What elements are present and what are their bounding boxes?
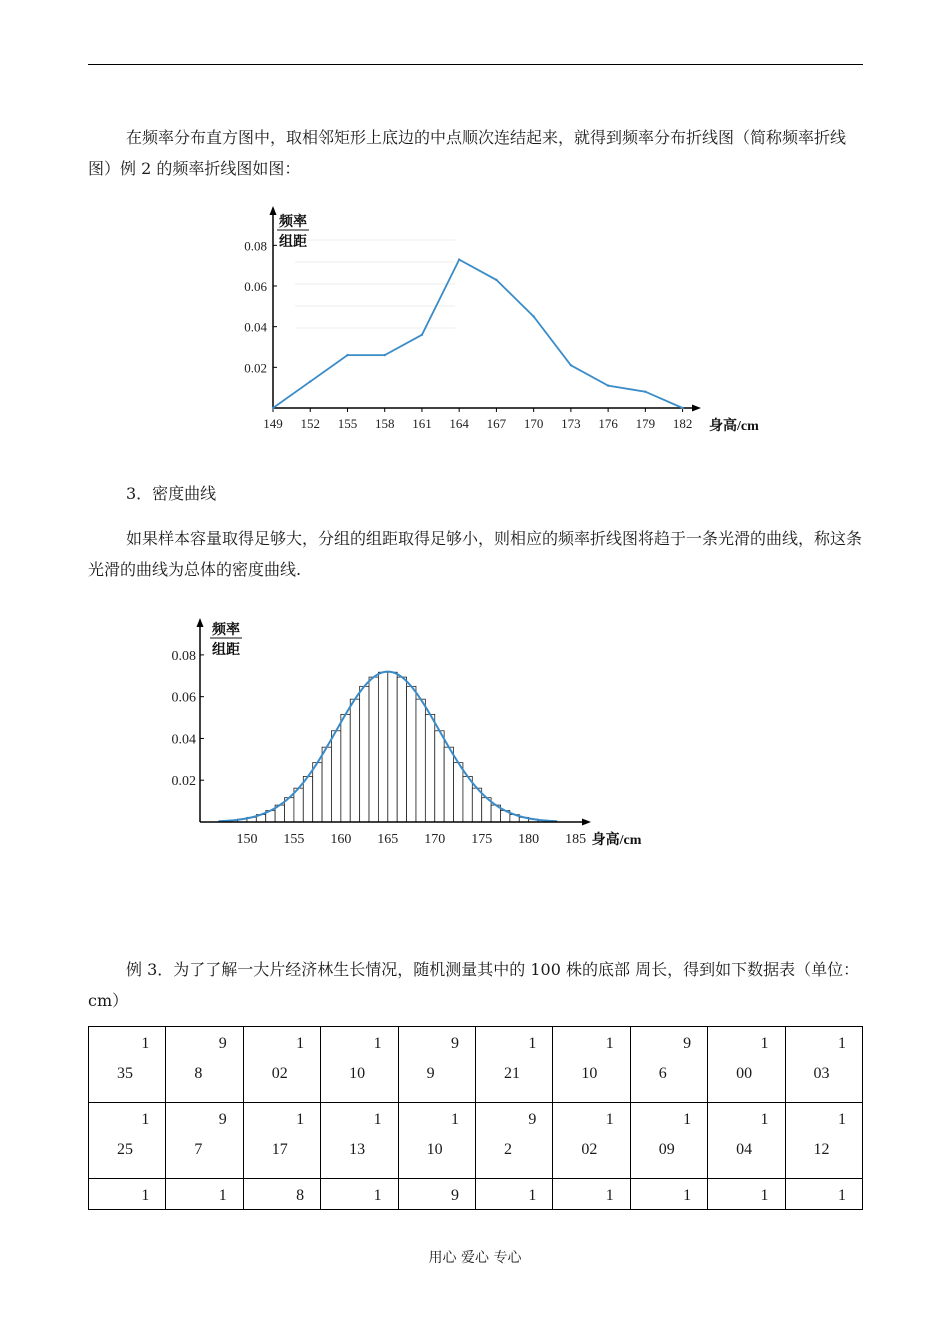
x-tick-label: 179: [635, 416, 656, 431]
y-axis-arrow: [270, 206, 277, 215]
paragraph-density-curve: [88, 523, 863, 585]
table-cell-digit: 1: [141, 1187, 150, 1204]
paragraph-example-3: [88, 954, 863, 1016]
table-cell-rest: 8: [194, 1065, 203, 1082]
table-cell: [243, 1103, 320, 1179]
x-tick-label: 182: [672, 416, 693, 431]
data-point: [346, 354, 348, 356]
table-cell-digit: 8: [296, 1187, 305, 1204]
table-cell: [553, 1103, 630, 1179]
table-cell: [166, 1179, 243, 1210]
table-cell-rest: 10: [426, 1141, 443, 1158]
section-heading-density-curve: 3．密度曲线: [126, 484, 217, 503]
table-cell-digit: 1: [373, 1035, 382, 1052]
table-cell: [475, 1027, 552, 1103]
x-tick-label: 180: [518, 832, 540, 847]
y-axis-label-denominator: 组距: [212, 643, 240, 658]
frequency-polygon-line: [273, 260, 683, 408]
table-cell-digit: 9: [450, 1187, 459, 1204]
data-point: [532, 315, 534, 317]
table-cell-digit: 9: [218, 1035, 227, 1052]
table-cell-digit: 1: [760, 1111, 769, 1128]
y-tick-label: 0.02: [244, 360, 267, 376]
histogram-bar: [294, 788, 303, 822]
histogram-bar: [331, 731, 340, 822]
table-cell-rest: 6: [658, 1065, 667, 1082]
x-tick-label: 165: [377, 832, 399, 847]
y-tick-label: 0.08: [244, 238, 267, 254]
table-cell: [321, 1103, 398, 1179]
table-cell: [398, 1103, 475, 1179]
table-cell-rest: 17: [271, 1141, 288, 1158]
table-cell: [630, 1179, 707, 1210]
table-cell-rest: 02: [271, 1065, 288, 1082]
table-cell-digit: 1: [683, 1111, 692, 1128]
histogram-bar: [322, 747, 331, 822]
y-tick-label: 0.06: [244, 279, 267, 294]
histogram-bar: [435, 731, 444, 822]
table-cell-rest: 10: [349, 1065, 366, 1082]
density-curve-chart: [160, 612, 690, 862]
table-cell-rest: 00: [736, 1065, 753, 1082]
table-cell-digit: 1: [605, 1187, 614, 1204]
y-tick-label: 0.08: [171, 648, 196, 664]
x-tick-label: 149: [263, 416, 283, 431]
table-row: [89, 1027, 863, 1103]
table-cell-rest: 04: [736, 1141, 753, 1158]
table-row: [89, 1179, 863, 1210]
table-cell-digit: 1: [373, 1111, 382, 1128]
data-point: [309, 380, 311, 382]
histogram-bar: [397, 677, 406, 822]
histogram-bar: [313, 763, 322, 822]
data-table: [88, 1026, 863, 1210]
y-axis-label-numerator: 频率: [279, 215, 307, 230]
header-rule: [88, 64, 863, 65]
page-footer: 用心 爱心 专心: [428, 1250, 522, 1266]
table-cell-digit: 9: [683, 1035, 692, 1052]
histogram-bar: [341, 714, 350, 822]
x-tick-label: 167: [486, 416, 507, 431]
data-point: [272, 407, 274, 409]
x-axis-label: 身高/cm: [591, 833, 642, 848]
histogram-bar: [454, 763, 463, 822]
y-axis-label-denominator: 组距: [279, 235, 307, 250]
table-cell-digit: 1: [838, 1187, 846, 1204]
x-tick-label: 160: [330, 832, 352, 847]
x-tick-label: 158: [374, 416, 395, 431]
table-cell-digit: 1: [373, 1187, 382, 1204]
table-cell-digit: 1: [141, 1111, 150, 1128]
table-cell: [630, 1027, 707, 1103]
table-cell-digit: 1: [296, 1035, 305, 1052]
table-cell: [321, 1179, 398, 1210]
paragraph-frequency-polygon-text: 在频率分布直方图中，取相邻矩形上底边的中点顺次连结起来，就得到频率分布折线图（简称频率折线图）例 2 的频率折线图如图：: [88, 128, 847, 178]
x-tick-label: 164: [449, 416, 469, 431]
histogram-bar: [463, 776, 472, 822]
table-cell-digit: 1: [141, 1035, 150, 1052]
x-axis-arrow: [692, 405, 701, 412]
data-point: [495, 279, 497, 281]
table-cell: [89, 1103, 166, 1179]
y-axis-label-numerator: 频率: [212, 623, 240, 638]
table-cell: [785, 1179, 862, 1210]
table-cell: [321, 1027, 398, 1103]
table-cell-rest: 10: [581, 1065, 598, 1082]
x-tick-label: 161: [412, 416, 432, 431]
y-axis-arrow: [197, 618, 204, 627]
x-tick-label: 173: [561, 416, 581, 431]
y-tick-label: 0.04: [244, 319, 267, 335]
table-cell-rest: 09: [658, 1141, 675, 1158]
table-cell-digit: 1: [605, 1035, 614, 1052]
data-point: [384, 354, 386, 356]
histogram-bar: [425, 714, 434, 822]
y-tick-label: 0.04: [171, 732, 196, 748]
table-cell: [475, 1179, 552, 1210]
table-cell-digit: 1: [605, 1111, 614, 1128]
data-point: [458, 258, 460, 260]
data-point: [644, 391, 646, 393]
table-cell-digit: 1: [760, 1187, 769, 1204]
table-cell-rest: 03: [813, 1065, 830, 1082]
table-cell-digit: 9: [528, 1111, 537, 1128]
table-cell-rest: 35: [117, 1065, 133, 1082]
histogram-bar: [378, 672, 387, 822]
table-cell-digit: 9: [218, 1111, 227, 1128]
histogram-bar: [472, 788, 481, 822]
table-cell: [243, 1027, 320, 1103]
table-cell: [166, 1027, 243, 1103]
table-cell-digit: 1: [218, 1187, 227, 1204]
paragraph-frequency-polygon: [88, 122, 863, 184]
table-cell: [166, 1103, 243, 1179]
y-tick-label: 0.06: [171, 690, 196, 706]
table-cell-digit: 1: [838, 1111, 846, 1128]
data-point: [607, 384, 609, 386]
table-cell: [785, 1103, 862, 1179]
data-point: [570, 364, 572, 366]
table-cell-rest: 13: [349, 1141, 366, 1158]
histogram-bar: [350, 699, 359, 822]
table-cell: [89, 1027, 166, 1103]
table-cell-digit: 9: [450, 1035, 459, 1052]
table-cell: [630, 1103, 707, 1179]
table-cell-rest: 12: [813, 1141, 830, 1158]
x-tick-label: 170: [523, 416, 544, 431]
table-cell-rest: 21: [503, 1065, 520, 1082]
x-tick-label: 155: [283, 832, 305, 847]
x-tick-label: 175: [471, 832, 493, 847]
histogram-bar: [388, 672, 397, 822]
table-cell: [553, 1027, 630, 1103]
table-cell-digit: 1: [296, 1111, 305, 1128]
histogram-bar: [360, 686, 369, 822]
table-cell: [398, 1179, 475, 1210]
table-cell-digit: 1: [683, 1187, 692, 1204]
x-tick-label: 170: [424, 832, 446, 847]
x-tick-label: 176: [598, 416, 618, 431]
table-cell: [708, 1027, 785, 1103]
table-cell-digit: 1: [838, 1035, 846, 1052]
y-tick-label: 0.02: [171, 774, 196, 790]
table-cell: [398, 1027, 475, 1103]
x-axis-label: 身高/cm: [709, 419, 759, 434]
table-cell-rest: 25: [117, 1141, 133, 1158]
paragraph-density-curve-text: 如果样本容量取得足够大，分组的组距取得足够小，则相应的频率折线图将趋于一条光滑的曲线，称这条光滑的曲线为总体的密度曲线.: [88, 529, 863, 579]
table-cell-digit: 1: [760, 1035, 769, 1052]
x-tick-label: 185: [565, 832, 587, 847]
histogram-bar: [303, 776, 312, 822]
histogram-bar: [407, 686, 416, 822]
table-cell-digit: 1: [528, 1187, 537, 1204]
table-cell-rest: 02: [581, 1141, 598, 1158]
table-cell: [475, 1103, 552, 1179]
frequency-polygon-chart: [225, 200, 765, 445]
paragraph-example-3-text: 例 3．为了了解一大片经济林生长情况，随机测量其中的 100 株的底部 周长，得到如下数据表（单位：cm）: [88, 960, 860, 1010]
x-tick-label: 155: [337, 416, 358, 431]
histogram-bar: [444, 747, 453, 822]
table-cell-rest: 2: [503, 1141, 512, 1158]
table-cell-digit: 1: [450, 1111, 459, 1128]
data-point: [681, 407, 683, 409]
table-cell-rest: 9: [426, 1065, 435, 1082]
table-cell: [785, 1027, 862, 1103]
table-cell-rest: 7: [194, 1141, 203, 1158]
x-tick-label: 152: [300, 416, 320, 431]
x-tick-label: 150: [236, 832, 258, 847]
histogram-bar: [416, 699, 425, 822]
data-point: [421, 334, 423, 336]
table-cell: [708, 1179, 785, 1210]
table-row: [89, 1103, 863, 1179]
table-cell-digit: 1: [528, 1035, 537, 1052]
table-cell: [708, 1103, 785, 1179]
histogram-bar: [369, 677, 378, 822]
table-cell: [243, 1179, 320, 1210]
x-axis-arrow: [582, 819, 591, 826]
table-cell: [89, 1179, 166, 1210]
table-cell: [553, 1179, 630, 1210]
